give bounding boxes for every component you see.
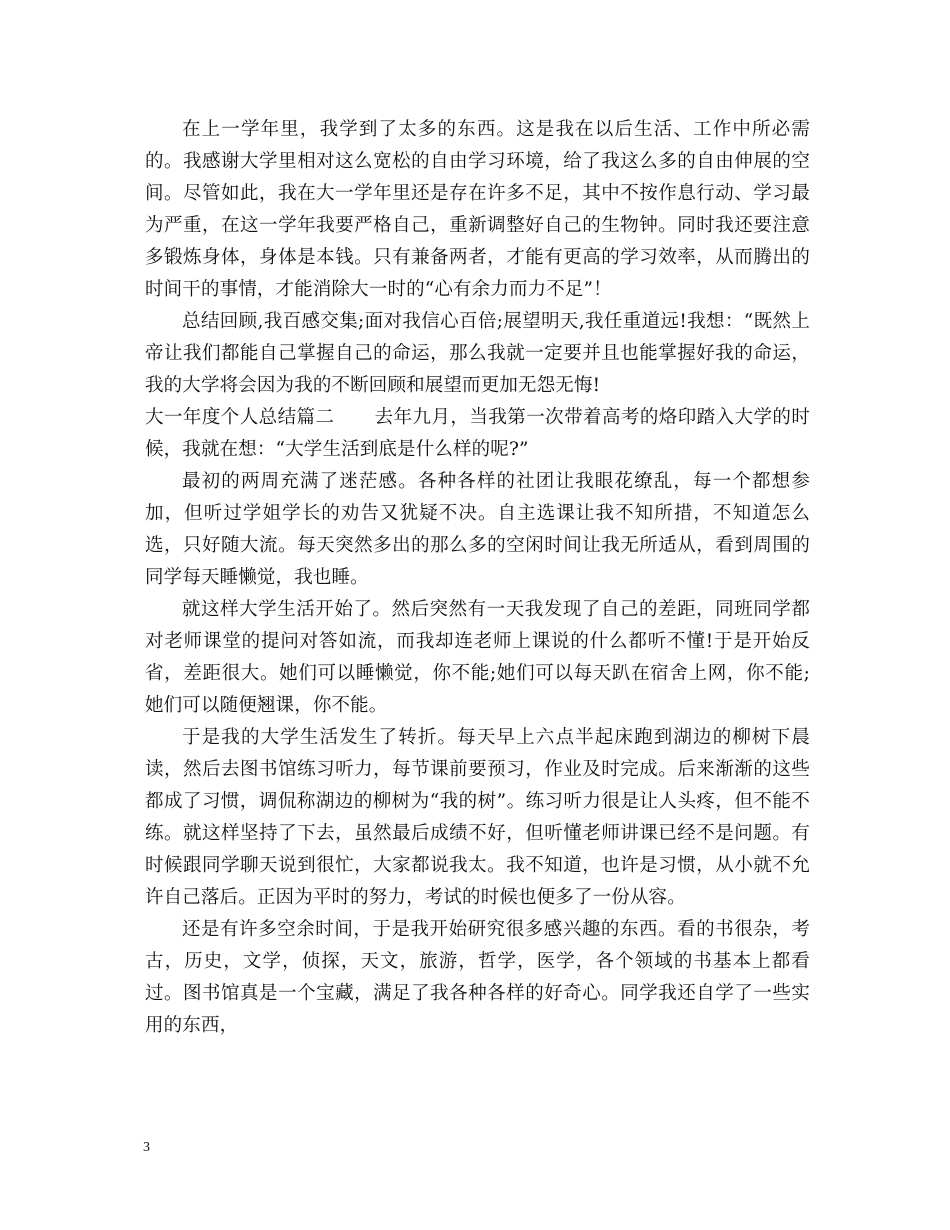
paragraph-5: 于是我的大学生活发生了转折。每天早上六点半起床跑到湖边的柳树下晨读，然后去图书馆练习听力，每节课前要预习，作业及时完成。后来渐渐的这些都成了习惯，调侃称湖边的柳树为“我的树”。练习听力很是让人头疼，但不能不练。就这样坚持了下去，虽然最后成绩不好，但听懂老师讲课已经不是问题。有时候跟同学聊天说到很忙，大家都说我太。我不知道，也许是习惯，从小就不允许自己落后。正因为平时的努力，考试的时候也便多了一份从容。	[145, 727, 810, 908]
section-first-paragraph: 去年九月，当我第一次带着高考的烙印踏入大学的时候，我就在想：“大学生活到底是什么样的呢?”	[145, 407, 810, 460]
page-number: 3	[143, 1140, 150, 1155]
paragraph-1: 在上一学年里，我学到了太多的东西。这是我在以后生活、工作中所必需的。我感谢大学里相对这么宽松的自由学习环境，给了我这么多的自由伸展的空间。尽管如此，我在大一学年里还是存在许多不足，其中不按作息行动、学习最为严重，在这一学年我要严格自己，重新调整好自己的生物钟。同时我还要注意多锻炼身体，身体是本钱。只有兼备两者，才能有更高的学习效率，从而腾出的时间干的事情，才能消除大一时的“心有余力而力不足”！	[145, 119, 810, 300]
paragraph-3: 最初的两周充满了迷茫感。各种各样的社团让我眼花缭乱，每一个都想参加，但听过学姐学长的劝告又犹疑不决。自主选课让我不知所措，不知道怎么选，只好随大流。每天突然多出的那么多的空闲时间让我无所适从，看到周围的同学每天睡懒觉，我也睡。	[145, 471, 810, 588]
paragraph-6: 还是有许多空余时间，于是我开始研究很多感兴趣的东西。看的书很杂，考古，历史，文学，侦探，天文，旅游，哲学，医学，各个领域的书基本上都看过。图书馆真是一个宝藏，满足了我各种各样的好奇心。同学我还自学了一些实用的东西，	[145, 919, 810, 1036]
paragraph-4: 就这样大学生活开始了。然后突然有一天我发现了自己的差距，同班同学都对老师课堂的提问对答如流，而我却连老师上课说的什么都听不懂!于是开始反省，差距很大。她们可以睡懒觉，你不能;她们可以每天趴在宿舍上网，你不能;她们可以随便翘课，你不能。	[145, 599, 810, 716]
document-body	[145, 114, 810, 1042]
section-heading-paragraph	[145, 402, 810, 466]
paragraph-2: 总结回顾,我百感交集;面对我信心百倍;展望明天,我任重道远!我想：“既然上帝让我们都能自己掌握自己的命运，那么我就一定要并且也能掌握好我的命运，我的大学将会因为我的不断回顾和展望而更加无怨无悔!	[145, 311, 810, 396]
section-heading: 大一年度个人总结篇二	[145, 407, 335, 428]
